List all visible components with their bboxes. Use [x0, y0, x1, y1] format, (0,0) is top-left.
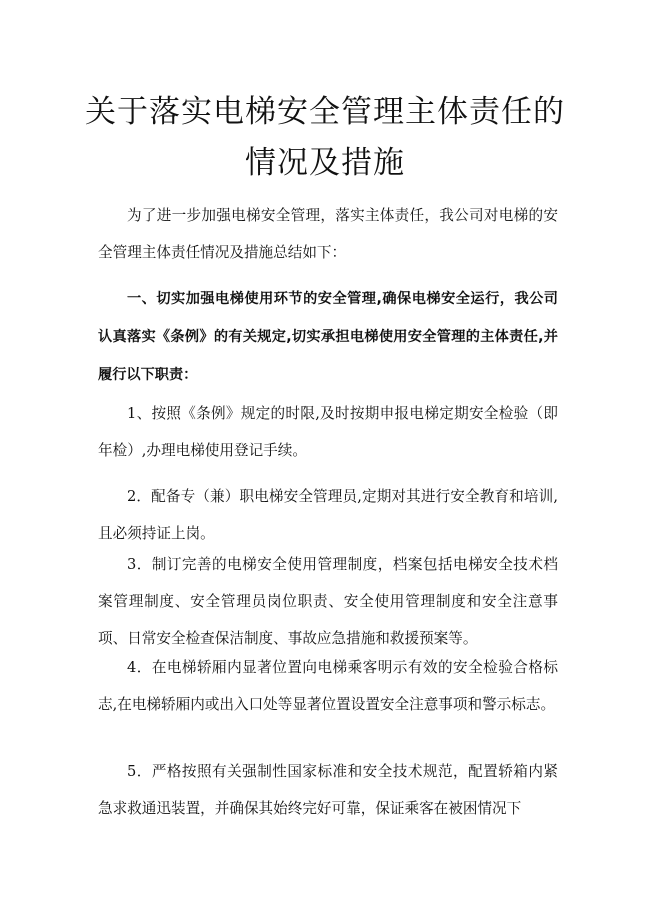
intro-paragraph: 为了进一步加强电梯安全管理，落实主体责任，我公司对电梯的安全管理主体责任情况及措施总结如下： — [98, 207, 558, 261]
document-title-line-1: 关于落实电梯安全管理主体责任的 — [85, 94, 565, 130]
list-item-3: 3．制订完善的电梯安全使用管理制度，档案包括电梯安全技术档案管理制度、安全管理员岗位职责、安全使用管理制度和安全注意事项、日常安全检查保洁制度、事故应急措施和救援预案等。 — [98, 556, 558, 647]
list-item-1: 1、按照《条例》规定的时限,及时按期申报电梯定期安全检验（即年检）,办理电梯使用登记手续。 — [98, 405, 558, 459]
document-title-line-2: 情况及措施 — [245, 145, 405, 181]
section-heading-1: 一、切实加强电梯使用环节的安全管理,确保电梯安全运行，我公司认真落实《条例》的有关规定,切实承担电梯使用安全管理的主体责任,并履行以下职责： — [98, 291, 558, 383]
list-item-4: 4．在电梯轿厢内显著位置向电梯乘客明示有效的安全检验合格标志,在电梯轿厢内或出入口处等显著位置设置安全注意事项和警示标志。 — [98, 659, 558, 713]
list-item-2: 2．配备专（兼）职电梯安全管理员,定期对其进行安全教育和培训,且必须持证上岗。 — [98, 488, 558, 542]
list-item-5: 5．严格按照有关强制性国家标准和安全技术规范，配置轿箱内紧急求救通迅装置，并确保其始终完好可靠，保证乘客在被困情况下 — [98, 763, 558, 817]
